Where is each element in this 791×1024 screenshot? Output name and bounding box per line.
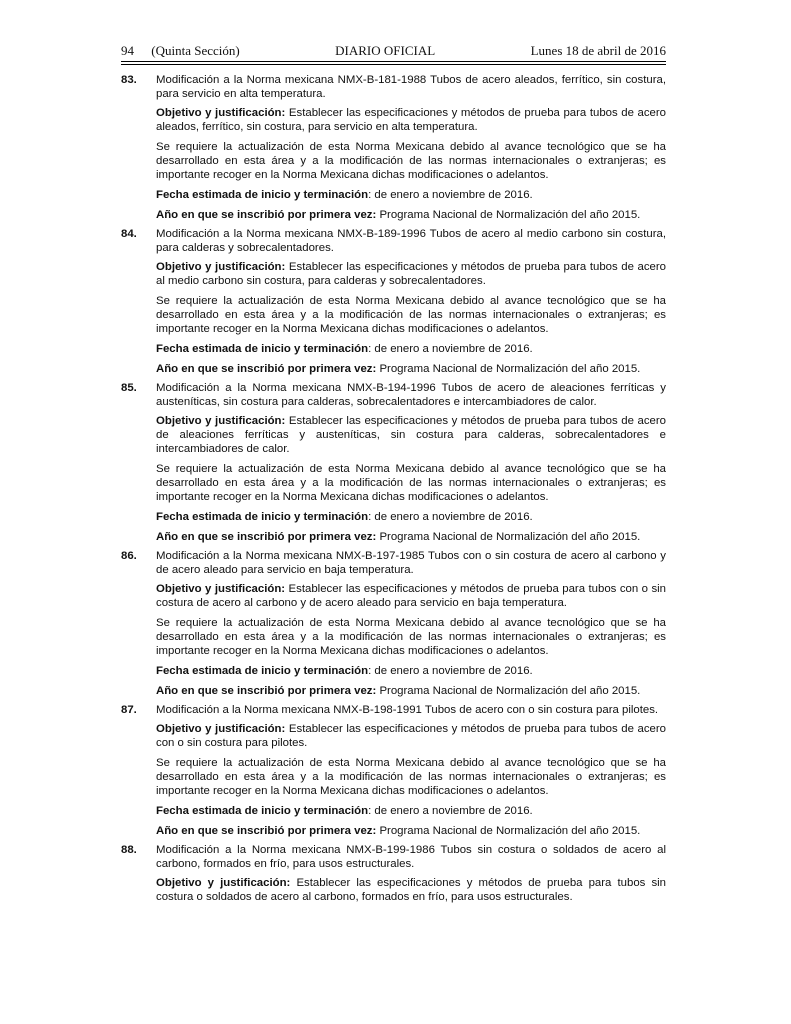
objective-text: Establecer las especificaciones y métodos de prueba para tubos de acero de aleaciones ferríticas y austeníticas, sin costura para calderas, sobrecalentadores e intercambiadores de calor.	[156, 415, 667, 455]
dates-text: : de enero a noviembre de 2016.	[368, 189, 533, 201]
first-inscribed-text: Programa Nacional de Normalización del año 2015.	[379, 363, 641, 375]
first-inscribed-text: Programa Nacional de Normalización del año 2015.	[379, 531, 641, 543]
first-inscribed-label: Año en que se inscribió por primera vez:	[156, 531, 377, 543]
item-title: Modificación a la Norma mexicana NMX-B-199-1986 Tubos sin costura o soldados de acero al carbono, formados en frío, para usos estructurales.	[156, 844, 666, 870]
document-body	[121, 73, 666, 904]
norm-item-87	[121, 703, 666, 838]
dates-paragraph	[156, 804, 666, 818]
first-inscribed-label: Año en que se inscribió por primera vez:	[156, 685, 377, 697]
justification-paragraph: Se requiere la actualización de esta Norma Mexicana debido al avance tecnológico que se ha desarrollado en esta área y a la modificación de las normas internacionales o extranjeras; es importante recoger en la Norma Mexicana dichas modificaciones o adelantos.	[156, 463, 666, 503]
first-inscribed-paragraph	[156, 824, 666, 838]
item-number: 87.	[121, 704, 137, 716]
objective-label: Objetivo y justificación:	[156, 107, 286, 119]
dates-label: Fecha estimada de inicio y terminación	[156, 343, 369, 355]
page-header	[121, 43, 666, 62]
publication-title: DIARIO OFICIAL	[335, 43, 436, 58]
item-title: Modificación a la Norma mexicana NMX-B-194-1996 Tubos de acero de aleaciones ferríticas y austeníticas, sin costura para calderas, sobrecalentadores e intercambiadores de calor.	[156, 382, 666, 408]
objective-paragraph	[156, 414, 666, 456]
objective-paragraph	[156, 260, 666, 288]
dates-label: Fecha estimada de inicio y terminación	[156, 189, 369, 201]
first-inscribed-label: Año en que se inscribió por primera vez:	[156, 363, 377, 375]
item-number: 83.	[121, 74, 137, 86]
first-inscribed-label: Año en que se inscribió por primera vez:	[156, 825, 377, 837]
objective-label: Objetivo y justificación:	[156, 261, 286, 273]
first-inscribed-text: Programa Nacional de Normalización del año 2015.	[379, 209, 641, 221]
dates-label: Fecha estimada de inicio y terminación	[156, 511, 369, 523]
page-number: 94	[121, 43, 134, 58]
objective-label: Objetivo y justificación:	[156, 583, 286, 595]
objective-text: Establecer las especificaciones y métodos de prueba para tubos sin costura o soldados de acero al carbono, formados en frío, para usos estructurales.	[156, 877, 667, 903]
dates-paragraph	[156, 342, 666, 356]
item-title: Modificación a la Norma mexicana NMX-B-197-1985 Tubos con o sin costura de acero al carbono y de acero aleado para servicio en baja temperatura.	[156, 550, 666, 576]
first-inscribed-paragraph	[156, 362, 666, 376]
justification-paragraph: Se requiere la actualización de esta Norma Mexicana debido al avance tecnológico que se ha desarrollado en esta área y a la modificación de las normas internacionales o extranjeras; es importante recoger en la Norma Mexicana dichas modificaciones o adelantos.	[156, 757, 666, 797]
item-title: Modificación a la Norma mexicana NMX-B-181-1988 Tubos de acero aleados, ferrítico, sin costura, para servicio en alta temperatura.	[156, 74, 666, 100]
dates-paragraph	[156, 188, 666, 202]
item-title: Modificación a la Norma mexicana NMX-B-189-1996 Tubos de acero al medio carbono sin costura, para calderas y sobrecalentadores.	[156, 228, 666, 254]
norm-item-84	[121, 227, 666, 376]
objective-text: Establecer las especificaciones y métodos de prueba para tubos con o sin costura de acero al carbono y de acero aleado para servicio en baja temperatura.	[156, 583, 666, 609]
first-inscribed-label: Año en que se inscribió por primera vez:	[156, 209, 377, 221]
objective-paragraph	[156, 876, 666, 904]
objective-label: Objetivo y justificación:	[156, 415, 286, 427]
objective-text: Establecer las especificaciones y métodos de prueba para tubos de acero al medio carbono sin costura, para calderas y sobrecalentadores.	[156, 261, 667, 287]
item-title: Modificación a la Norma mexicana NMX-B-198-1991 Tubos de acero con o sin costura para pilotes.	[156, 704, 659, 716]
dates-label: Fecha estimada de inicio y terminación	[156, 805, 369, 817]
item-number: 84.	[121, 228, 137, 240]
justification-paragraph: Se requiere la actualización de esta Norma Mexicana debido al avance tecnológico que se ha desarrollado en esta área y a la modificación de las normas internacionales o extranjeras; es importante recoger en la Norma Mexicana dichas modificaciones o adelantos.	[156, 617, 666, 657]
objective-text: Establecer las especificaciones y métodos de prueba para tubos de acero con o sin costura para pilotes.	[156, 723, 667, 749]
item-number: 88.	[121, 844, 137, 856]
first-inscribed-paragraph	[156, 530, 666, 544]
objective-label: Objetivo y justificación:	[156, 877, 291, 889]
first-inscribed-text: Programa Nacional de Normalización del año 2015.	[379, 685, 641, 697]
document-page	[121, 43, 666, 910]
objective-label: Objetivo y justificación:	[156, 723, 286, 735]
first-inscribed-paragraph	[156, 684, 666, 698]
dates-text: : de enero a noviembre de 2016.	[368, 665, 533, 677]
publication-date: Lunes 18 de abril de 2016	[530, 43, 666, 58]
justification-paragraph: Se requiere la actualización de esta Norma Mexicana debido al avance tecnológico que se ha desarrollado en esta área y a la modificación de las normas internacionales o extranjeras; es importante recoger en la Norma Mexicana dichas modificaciones o adelantos.	[156, 295, 666, 335]
objective-paragraph	[156, 582, 666, 610]
objective-paragraph	[156, 106, 666, 134]
dates-paragraph	[156, 664, 666, 678]
dates-label: Fecha estimada de inicio y terminación	[156, 665, 369, 677]
norm-item-88	[121, 843, 666, 904]
norm-item-86	[121, 549, 666, 698]
first-inscribed-paragraph	[156, 208, 666, 222]
dates-text: : de enero a noviembre de 2016.	[368, 511, 533, 523]
norm-item-83	[121, 73, 666, 222]
item-number: 85.	[121, 382, 137, 394]
justification-paragraph: Se requiere la actualización de esta Norma Mexicana debido al avance tecnológico que se ha desarrollado en esta área y a la modificación de las normas internacionales o extranjeras; es importante recoger en la Norma Mexicana dichas modificaciones o adelantos.	[156, 141, 666, 181]
objective-text: Establecer las especificaciones y métodos de prueba para tubos de acero aleados, ferrítico, sin costura, para servicio en alta temperatura.	[156, 107, 667, 133]
header-left	[121, 43, 240, 59]
dates-paragraph	[156, 510, 666, 524]
first-inscribed-text: Programa Nacional de Normalización del año 2015.	[379, 825, 641, 837]
item-number: 86.	[121, 550, 137, 562]
objective-paragraph	[156, 722, 666, 750]
dates-text: : de enero a noviembre de 2016.	[368, 805, 533, 817]
dates-text: : de enero a noviembre de 2016.	[368, 343, 533, 355]
section-label: (Quinta Sección)	[151, 43, 240, 58]
norm-item-85	[121, 381, 666, 544]
